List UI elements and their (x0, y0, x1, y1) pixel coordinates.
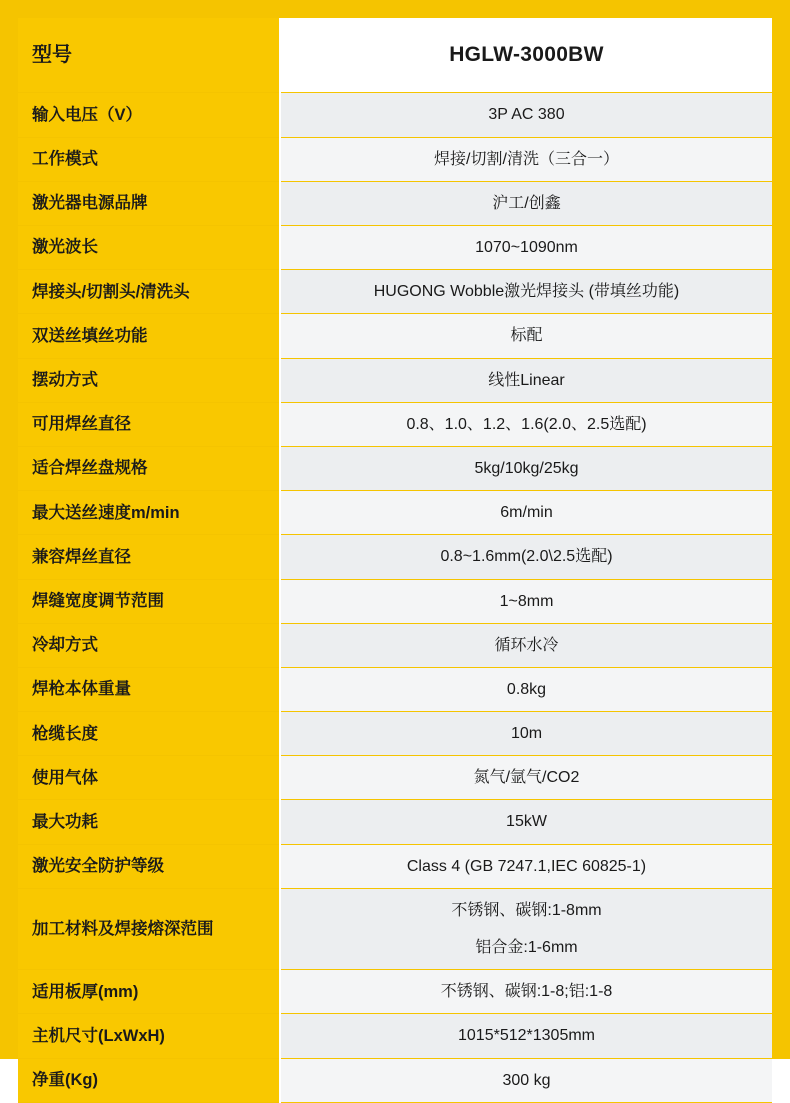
row-label: 兼容焊丝直径 (18, 535, 280, 579)
row-label: 适用板厚(mm) (18, 970, 280, 1014)
table-body (18, 18, 772, 1102)
row-value-line-1: 不锈钢、碳钢:1-8mm (451, 901, 602, 919)
row-label: 可用焊丝直径 (18, 402, 280, 446)
header-label-cell: 型号 (18, 18, 280, 93)
table-row (18, 314, 772, 358)
row-value: HUGONG Wobble激光焊接头 (带填丝功能) (280, 270, 772, 314)
table-row (18, 623, 772, 667)
row-label: 焊枪本体重量 (18, 667, 280, 711)
row-value: 0.8~1.6mm(2.0\2.5选配) (280, 535, 772, 579)
row-value: 300 kg (280, 1058, 772, 1102)
row-value: 1~8mm (280, 579, 772, 623)
row-label: 加工材料及焊接熔深范围 (18, 888, 280, 969)
table-row (18, 226, 772, 270)
row-label: 最大功耗 (18, 800, 280, 844)
row-label: 激光安全防护等级 (18, 844, 280, 888)
row-label: 冷却方式 (18, 623, 280, 667)
row-label: 焊缝宽度调节范围 (18, 579, 280, 623)
row-label: 激光器电源品牌 (18, 181, 280, 225)
row-label: 适合焊丝盘规格 (18, 446, 280, 490)
table-row (18, 1058, 772, 1102)
table-row (18, 402, 772, 446)
table-row (18, 446, 772, 490)
row-label: 焊接头/切割头/清洗头 (18, 270, 280, 314)
table-row (18, 844, 772, 888)
header-value-cell: HGLW-3000BW (280, 18, 772, 93)
row-label: 净重(Kg) (18, 1058, 280, 1102)
table-row (18, 712, 772, 756)
row-value: 0.8、1.0、1.2、1.6(2.0、2.5选配) (280, 402, 772, 446)
table-row (18, 93, 772, 137)
specification-table (18, 18, 772, 1103)
table-row (18, 270, 772, 314)
row-value: Class 4 (GB 7247.1,IEC 60825-1) (280, 844, 772, 888)
row-label: 枪缆长度 (18, 712, 280, 756)
row-label: 主机尺寸(LxWxH) (18, 1014, 280, 1058)
table-row (18, 756, 772, 800)
table-row (18, 535, 772, 579)
table-header-row (18, 18, 772, 93)
row-value: 10m (280, 712, 772, 756)
row-value: 6m/min (280, 491, 772, 535)
table-row-multiline (18, 888, 772, 969)
row-value-line-2: 铝合金:1-6mm (475, 939, 578, 956)
table-row (18, 800, 772, 844)
table-row (18, 970, 772, 1014)
row-label: 最大送丝速度m/min (18, 491, 280, 535)
row-label: 摆动方式 (18, 358, 280, 402)
row-value: 15kW (280, 800, 772, 844)
row-value: 氮气/氩气/CO2 (280, 756, 772, 800)
row-label: 使用气体 (18, 756, 280, 800)
row-value: 标配 (280, 314, 772, 358)
table-row (18, 579, 772, 623)
row-value: 1015*512*1305mm (280, 1014, 772, 1058)
row-label: 激光波长 (18, 226, 280, 270)
table-row (18, 491, 772, 535)
table-row (18, 358, 772, 402)
row-value: 不锈钢、碳钢:1-8;铝:1-8 (280, 970, 772, 1014)
table-row (18, 181, 772, 225)
row-value (280, 888, 772, 969)
table-row (18, 1014, 772, 1058)
row-value: 0.8kg (280, 667, 772, 711)
row-value: 循环水冷 (280, 623, 772, 667)
row-label: 双送丝填丝功能 (18, 314, 280, 358)
table-row (18, 137, 772, 181)
row-value: 1070~1090nm (280, 226, 772, 270)
row-value: 5kg/10kg/25kg (280, 446, 772, 490)
row-value: 3P AC 380 (280, 93, 772, 137)
row-value: 线性Linear (280, 358, 772, 402)
row-label: 输入电压（V） (18, 93, 280, 137)
row-value: 沪工/创鑫 (280, 181, 772, 225)
row-value: 焊接/切割/清洗（三合一） (280, 137, 772, 181)
row-label: 工作模式 (18, 137, 280, 181)
table-row (18, 667, 772, 711)
